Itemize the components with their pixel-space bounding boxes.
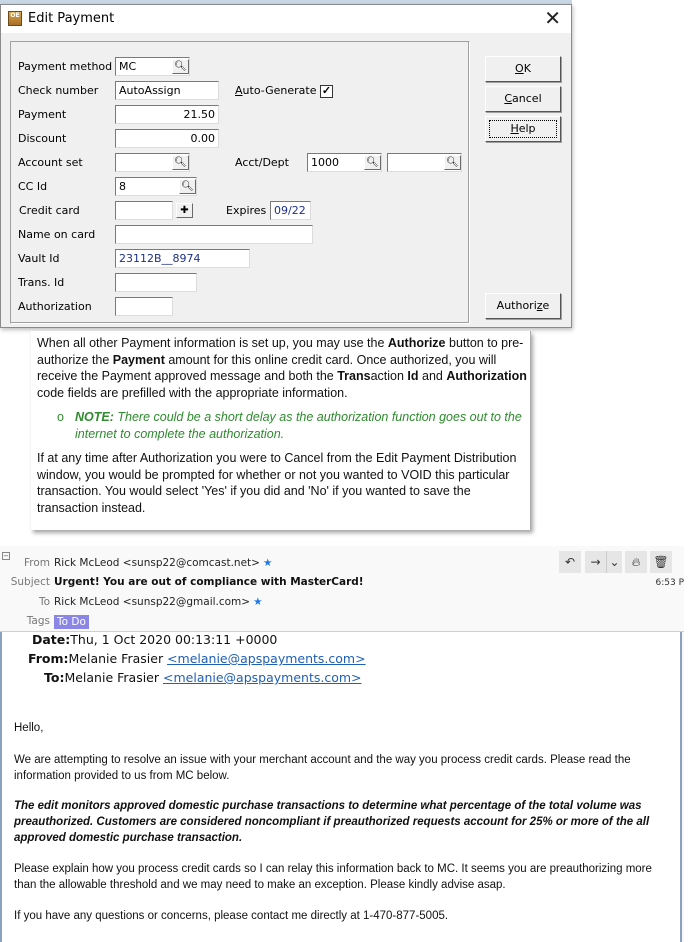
from-label: From — [23, 557, 50, 569]
fwd-to-email-link[interactable]: <melanie@apspayments.com> — [163, 670, 362, 685]
body-paragraph-4: If you have any questions or concerns, please contact me directly at 1-470-877-5005. — [14, 910, 449, 922]
body-paragraph-2: The edit monitors approved domestic purchase transactions to determine what percentage of the total volume was preauthorized. Customers are considered noncompliant if preauthorized requests account for 25% or more of the all approved domestic purchase transaction. — [14, 800, 650, 844]
junk-icon: 🔥︎ — [631, 555, 641, 569]
help-doc-box — [31, 331, 531, 530]
account-set-label: Account set — [18, 156, 83, 169]
forward-button[interactable] — [585, 551, 606, 573]
fwd-from-name: Melanie Frasier — [68, 651, 168, 666]
fwd-date-value: Thu, 1 Oct 2020 00:13:11 +0000 — [70, 632, 278, 647]
acct-dept-label: Acct/Dept — [235, 156, 289, 169]
add-credit-card-icon[interactable]: ✚ — [176, 203, 193, 218]
subject-value: Urgent! You are out of compliance with MasterCard! — [54, 576, 364, 588]
check-number-field[interactable]: AutoAssign — [115, 81, 219, 100]
credit-card-field[interactable] — [115, 201, 173, 220]
cc-id-field[interactable]: 8 — [115, 177, 197, 196]
auto-generate-accel: A — [235, 84, 243, 97]
vault-id-field[interactable]: 23112B__8974 — [115, 249, 250, 268]
cc-id-lookup-icon[interactable]: 🔍︎ — [179, 179, 196, 194]
authorize-accel: z — [536, 299, 543, 312]
cancel-button[interactable] — [485, 86, 561, 112]
app-icon: OE — [8, 11, 22, 26]
authorize-pre: Authori — [496, 299, 537, 312]
junk-button[interactable] — [625, 551, 647, 573]
authorization-field[interactable] — [115, 297, 173, 316]
doc-text-run: Payment — [112, 352, 165, 367]
note-bullet: o — [57, 410, 64, 424]
acct-dept-lookup-icon[interactable]: 🔍︎ — [364, 155, 381, 170]
payment-method-lookup-icon[interactable]: 🔍︎ — [172, 59, 189, 74]
fwd-to-label: To: — [44, 670, 65, 685]
authorization-label: Authorization — [18, 300, 92, 313]
fwd-from-label: From: — [28, 651, 69, 666]
email-header — [0, 546, 684, 632]
from-address[interactable]: Rick McLeod <sunsp22@comcast.net> — [54, 557, 260, 569]
doc-text-run: button to pre-authorize the — [37, 336, 524, 367]
note-label: NOTE: — [75, 410, 114, 424]
email-message — [0, 546, 684, 942]
doc-text-run: code fields are prefilled with the appropriate information. — [37, 385, 348, 400]
note-text: There could be a short delay as the authorization function goes out to the internet to complete the authorization. — [75, 410, 522, 441]
ok-rest: K — [523, 62, 531, 75]
help-button[interactable] — [485, 116, 561, 142]
star-icon[interactable]: ★ — [262, 557, 273, 569]
cancel-rest: ancel — [512, 92, 542, 105]
authorize-rest: e — [542, 299, 550, 312]
trans-id-label: Trans. Id — [18, 276, 65, 289]
dialog-title: Edit Payment — [28, 11, 115, 26]
credit-card-label: Credit card — [19, 204, 80, 217]
payment-method-field[interactable]: MC — [115, 57, 190, 76]
reply-icon: ↶ — [564, 555, 576, 569]
tags-label: Tags — [26, 615, 50, 627]
doc-text-run: Trans — [337, 369, 371, 383]
help-accel: H — [510, 122, 519, 135]
name-on-card-field[interactable] — [115, 225, 313, 244]
collapse-header-icon[interactable]: − — [3, 552, 9, 560]
trans-id-field[interactable] — [115, 273, 197, 292]
auto-generate-label — [235, 84, 317, 97]
acct-dept-2-lookup-icon[interactable]: 🔍︎ — [444, 155, 461, 170]
to-label: To — [38, 596, 50, 608]
payment-method-label: Payment method — [18, 60, 113, 73]
doc-paragraph-1 — [37, 335, 530, 401]
acct-dept-field[interactable]: 1000 — [307, 153, 382, 172]
doc-text-run: action — [370, 369, 408, 383]
doc-text-run: Authorize — [387, 336, 446, 350]
payment-label: Payment — [18, 108, 67, 121]
star-icon[interactable]: ★ — [253, 596, 263, 608]
doc-text-run: Authorization — [446, 369, 527, 383]
account-set-lookup-icon[interactable]: 🔍︎ — [172, 155, 189, 170]
reply-button[interactable] — [559, 551, 581, 573]
doc-text-run: and — [418, 369, 447, 383]
doc-text-run: amount for this online credit card. Once authorized, you will receive the Payment approved message and both the — [37, 352, 497, 383]
check-number-label: Check number — [18, 84, 99, 97]
cancel-accel: C — [504, 92, 513, 105]
trash-icon: 🗑︎ — [653, 555, 669, 569]
forward-icon: → — [590, 555, 601, 569]
close-icon[interactable]: ✕ — [544, 6, 561, 30]
authorize-button[interactable] — [485, 293, 561, 319]
from-value[interactable] — [54, 557, 272, 569]
vault-id-label: Vault Id — [18, 252, 60, 265]
discount-field[interactable]: 0.00 — [115, 129, 219, 148]
email-body — [0, 632, 682, 942]
tag-badge[interactable]: To Do — [54, 615, 89, 629]
expires-field[interactable]: 09/22 — [270, 201, 311, 220]
body-greeting: Hello, — [14, 722, 44, 734]
fwd-date-label: Date: — [32, 632, 71, 647]
cc-id-label: CC Id — [18, 180, 48, 193]
help-focus-ring — [489, 120, 557, 138]
auto-generate-rest: uto-Generate — [242, 84, 317, 97]
subject-label: Subject — [10, 576, 50, 588]
payment-field[interactable]: 21.50 — [115, 105, 219, 124]
doc-text-run: Id — [407, 369, 419, 383]
fwd-from-line — [28, 651, 366, 666]
body-paragraph-3: Please explain how you process credit cards so I can relay this information back to MC. It seems you are preauthorizing more than the allowable threshold and we may need to make an exception. Please kindly advise asap. — [14, 863, 652, 891]
doc-paragraph-2: If at any time after Authorization you were to Cancel from the Edit Payment Distribution window, you would be prompted for whether or not you wanted to VOID this particular transaction. You would select 'Yes' if you did and 'No' if you wanted to save the transaction instead. — [37, 451, 517, 515]
doc-text-run: When all other Payment information is set up, you may use the — [37, 336, 388, 350]
edit-payment-dialog — [0, 4, 572, 328]
title-bar — [1, 5, 571, 33]
ok-accel: O — [515, 62, 524, 75]
discount-label: Discount — [18, 132, 67, 145]
fwd-date-line — [32, 632, 277, 647]
message-time: 6:53 P — [655, 578, 684, 588]
auto-generate-checkbox[interactable]: ✓ — [321, 85, 332, 97]
fwd-to-name: Melanie Frasier — [64, 670, 163, 685]
doc-note — [57, 409, 530, 442]
body-paragraph-1: We are attempting to resolve an issue with your merchant account and the way you process credit cards. Please read the information provided to us from MC below. — [14, 754, 631, 782]
expires-label: Expires — [226, 204, 267, 217]
ok-button[interactable] — [485, 56, 561, 82]
to-address[interactable]: Rick McLeod <sunsp22@gmail.com> — [54, 596, 251, 608]
forward-dropdown[interactable] — [606, 551, 622, 573]
name-on-card-label: Name on card — [18, 228, 96, 241]
delete-button[interactable] — [650, 551, 672, 573]
fwd-to-line — [44, 670, 362, 685]
chevron-down-icon: ⌄ — [609, 555, 620, 569]
help-rest: elp — [518, 122, 536, 135]
fwd-from-email-link[interactable]: <melanie@apspayments.com> — [167, 651, 366, 666]
to-value[interactable] — [54, 596, 263, 608]
